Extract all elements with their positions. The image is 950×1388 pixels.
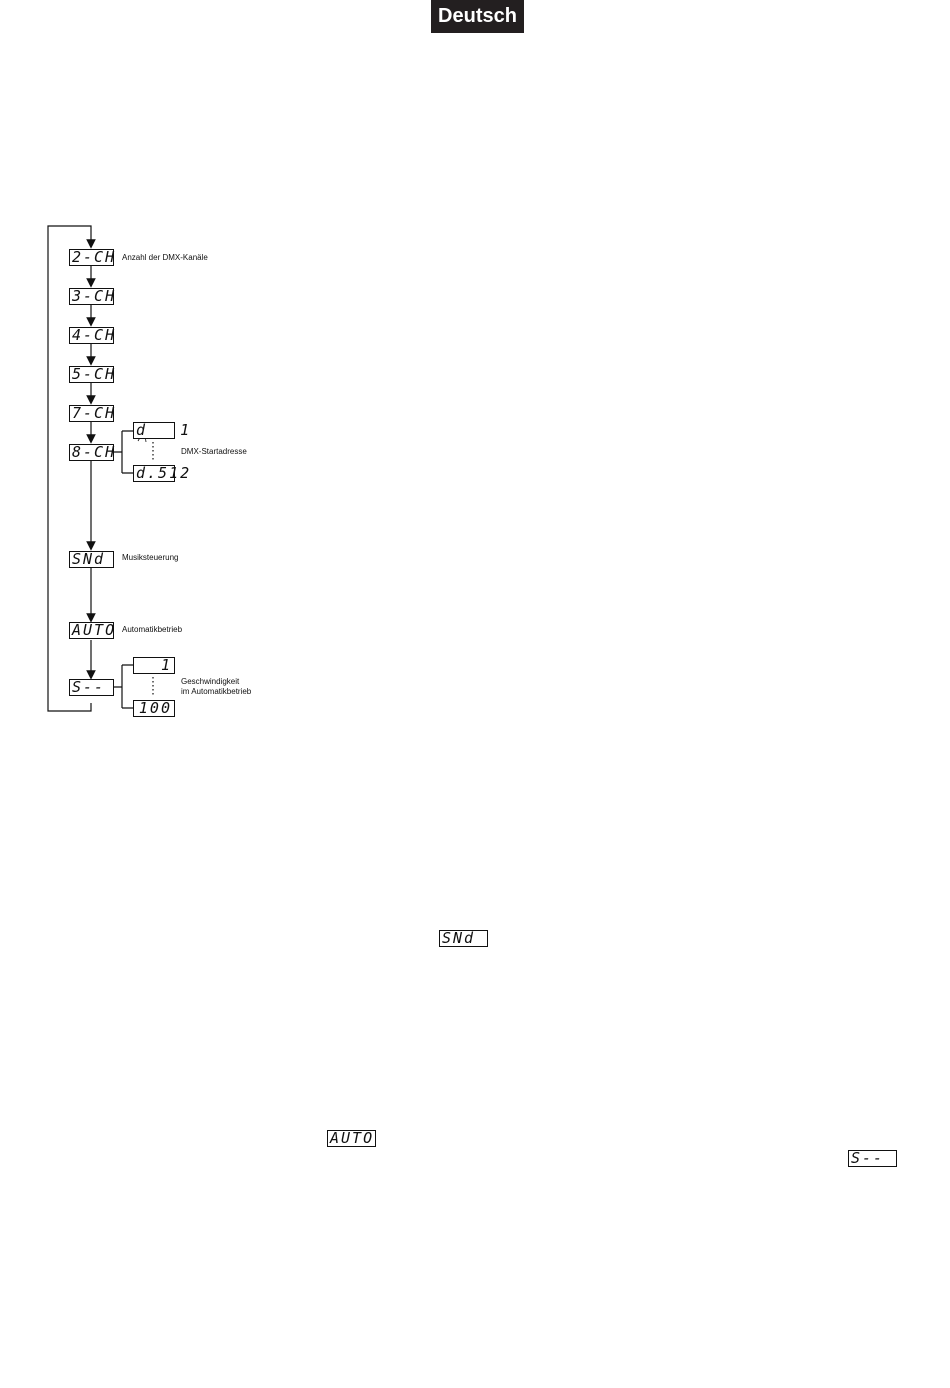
speed-branch-line <box>114 665 133 708</box>
display-dmx-last: d.512 <box>133 465 175 482</box>
display-speed: S-- <box>69 679 114 696</box>
display-8ch: 8-CH <box>69 444 114 461</box>
label-speed-line1: Geschwindigkeit <box>181 677 240 686</box>
label-speed-line2: im Automatikbetrieb <box>181 687 252 696</box>
label-dmx-start: DMX-Startadresse <box>181 447 247 456</box>
inline-display-speed: S-- <box>848 1150 897 1167</box>
display-4ch: 4-CH <box>69 327 114 344</box>
label-auto: Automatikbetrieb <box>122 625 183 634</box>
display-5ch: 5-CH <box>69 366 114 383</box>
label-sound: Musiksteuerung <box>122 553 179 562</box>
dmx-branch-line <box>114 431 133 473</box>
display-snd: SNd <box>69 551 114 568</box>
display-3ch: 3-CH <box>69 288 114 305</box>
display-2ch: 2-CH <box>69 249 114 266</box>
display-speed-min: 1 <box>133 657 175 674</box>
display-auto: AUTO <box>69 622 114 639</box>
label-channels: Anzahl der DMX-Kanäle <box>122 253 208 262</box>
display-speed-max: 100 <box>133 700 175 717</box>
display-7ch: 7-CH <box>69 405 114 422</box>
display-dmx-first: d 1 <box>133 422 175 439</box>
language-badge: Deutsch <box>431 0 524 33</box>
inline-display-snd: SNd <box>439 930 488 947</box>
inline-display-auto: AUTO <box>327 1130 376 1147</box>
